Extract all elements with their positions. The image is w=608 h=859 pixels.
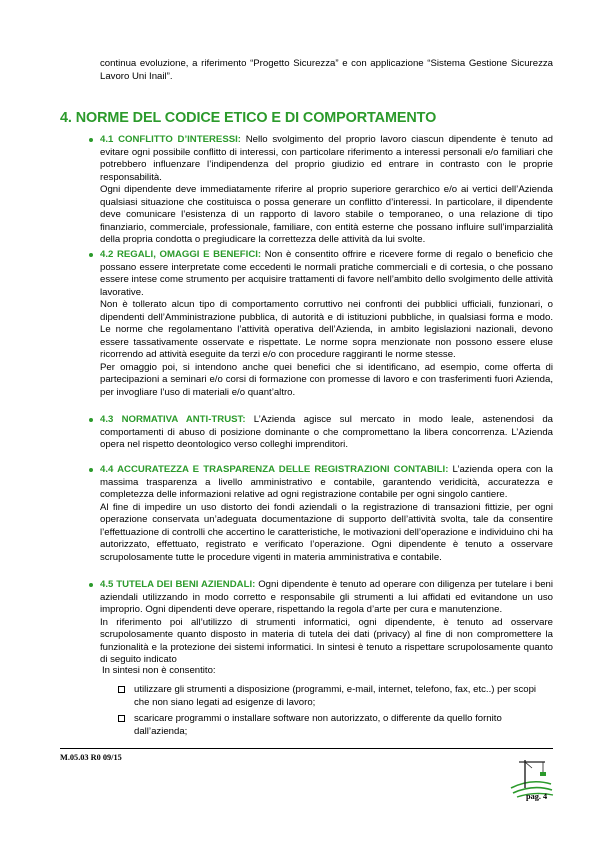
item-text: L’Azienda agisce sul mercato in modo leale, astenendosi da comportamenti di abuso di posizione dominante o che compromettano la libera concorrenza. L’Azienda opera nel rispetto deontologico verso colleghi imprenditori. [100,414,553,450]
list-item-text: scaricare programmi o installare software non autorizzato, o differente da quello fornito dall’azienda; [134,713,502,737]
bullet-icon [89,418,93,422]
item-paragraph: Per omaggio poi, si intendono anche quei benefici che si identificano, ad esempio, come offerta di partecipazioni a seminari e/o corsi di formazione con promesse di lavoro e con trasferimenti fuori Azienda, per invogliare l’uso di materiali e/o quant’altro. [100,361,553,398]
page-number: pag. 4 [526,792,548,801]
bullet-icon [89,468,93,472]
item-paragraph: In riferimento poi all’utilizzo di strumenti informatici, ogni dipendente, è tenuto ad osservare scrupolosamente quanto disposto in materia di tutela dei dati (privacy) al fine di non compromettere la funzionalità e la protezione dei sistemi informatici. In sintesi è tenuto a rispettare scrupolosamente quanto di seguito indicato [100,616,553,665]
item-paragraph: Non è tollerato alcun tipo di comportamento corruttivo nei confronti dei pubblici ufficiali, funzionari, o dipendenti dell’Amministrazione pubblica, di autorità e di istituzioni pubbliche, in qualsiasi forma e modo. Le norme che regolamentano l’attività operativa dell’Azienda, in ambito legislazioni nazionali, devono essere tassativamente osservate e rispettate. Le norme sopra menzionate non possono essere eluse ricorrendo ad attività eseguite da terzi e/o con procedure raggiranti le norme stesse. [100,299,553,360]
item-heading: 4.2 REGALI, OMAGGI E BENEFICI: [100,249,262,260]
item-paragraph [100,414,553,452]
item-text: Nello svolgimento del proprio lavoro ciascun dipendente è tenuto ad evitare ogni possibile conflitto di interessi, con particolare riferimento a interessi personali e/o familiari che potrebbero influenzare l’indipendenza del proprio giudizio ed entrare in contrasto con le proprie responsabilità. [100,134,553,183]
item-paragraph: Al fine di impedire un uso distorto dei fondi aziendali o la registrazione di transazioni fittizie, per ogni operazione conservata un’adeguata documentazione di supporto dell’attività svolta, tale da consentire l’effettuazione di controlli che accertino le caratteristiche, le motivazioni dell’operazione e individuino chi ha autorizzato, effettuato, registrato e verificato l’operazione. Ogni dipendente è tenuto a osservare scrupolosamente tutte le procedure vigenti in materia amministrativa e contabile. [100,501,553,563]
item-heading: 4.3 NORMATIVA ANTI-TRUST: [100,414,246,425]
list-item-regali-omaggi [100,249,553,399]
section-title: 4. NORME DEL CODICE ETICO E DI COMPORTAMENTO [60,110,437,126]
summary-label: In sintesi non è consentito: [102,665,216,676]
checkbox-icon [118,686,125,693]
list-item-conflitto-interessi [100,134,553,247]
bullet-icon [89,253,93,257]
item-text: Non è consentito offrire e ricevere forme di regalo o beneficio che possano essere interpretate come eccedenti le normali pratiche commerciali e di cortesia, o che possano essere intese come strumento per acquisire trattamenti di favore nell’ambito dello svolgimento delle attività lavorative. [100,249,554,298]
bullet-icon [89,583,93,587]
item-text: Ogni dipendente è tenuto ad operare con diligenza per tutelare i beni aziendali utilizzando in modo corretto e responsabile gli strumenti a lui affidati ed evitandone un uso improprio. Ogni dipendenti deve operare, rispettando la regola d’arte per cura e manutenzione. [100,579,553,615]
item-heading: 4.5 TUTELA DEI BENI AZIENDALI: [100,579,256,590]
item-paragraph [100,579,553,617]
document-code: M.05.03 R0 09/15 [60,753,122,762]
item-paragraph [100,464,553,502]
checkbox-icon [118,715,125,722]
item-paragraph: Ogni dipendente deve immediatamente riferire al proprio superiore gerarchico e/o ai vertici dell’Azienda qualsiasi situazione che costituisca o possa generare un conflitto d’interessi. In particolare, il dipendente deve comunicare l’esistenza di un rapporto di lavoro stabile o temporaneo, o una relazione di tipo finanziario, commerciale, professionale, familiare, con entità esterne che possano influire sull’imparzialità della propria condotta o pregiudicare la correttezza delle attività da lui svolte. [100,184,553,245]
item-heading: 4.1 CONFLITTO D’INTERESSI: [100,134,241,145]
list-item [117,684,554,709]
not-allowed-list [117,684,554,742]
intro-paragraph: continua evoluzione, a riferimento “Progetto Sicurezza” e con applicazione “Sistema Gestione Sicurezza Lavoro Uni Inail”. [100,58,553,82]
bullet-icon [89,138,93,142]
item-heading: 4.4 ACCURATEZZA E TRASPARENZA DELLE REGISTRAZIONI CONTABILI: [100,464,449,475]
list-item [117,713,554,738]
item-paragraph [100,249,553,299]
list-item-anti-trust [100,414,553,452]
footer-divider [60,748,553,749]
item-text: L’azienda opera con la massima trasparenza a livello amministrativo e contabile, garantendo veridicità, accuratezza e completezza delle informazioni relative ad ogni registrazione contabile per ogni singolo cantiere. [100,464,553,500]
item-paragraph [100,134,553,184]
list-item-text: utilizzare gli strumenti a disposizione (programmi, e-mail, internet, telefono, fax, etc..) per scopi che non siano legati ad esigenze di lavoro; [134,684,537,708]
list-item-registrazioni-contabili [100,464,553,564]
list-item-beni-aziendali [100,579,553,667]
